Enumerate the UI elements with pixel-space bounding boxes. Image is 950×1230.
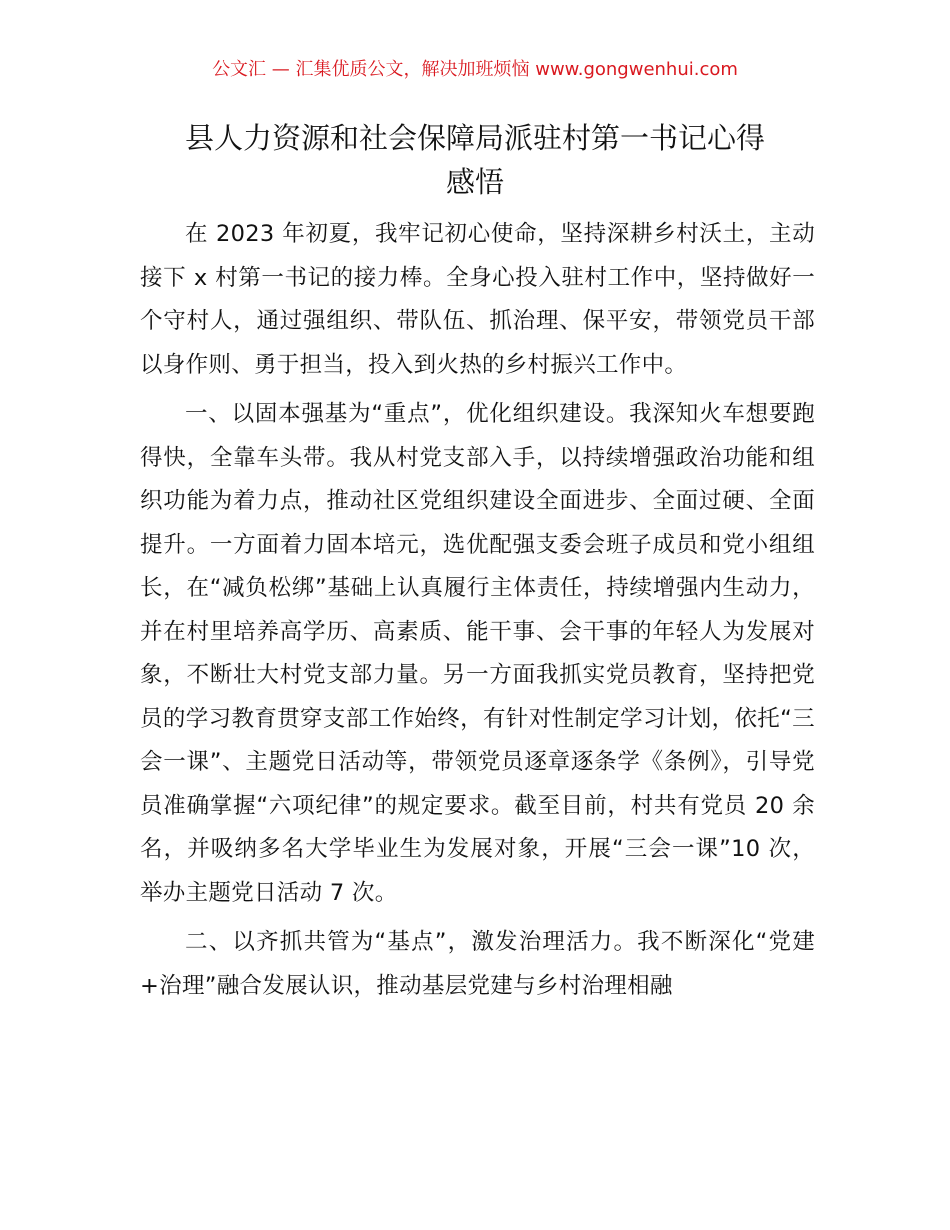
document-title bbox=[100, 116, 850, 204]
document-body bbox=[140, 213, 815, 1008]
paragraph-section-1: 一、以固本强基为“重点”，优化组织建设。我深知火车想要跑得快，全靠车头带。我从村党支部入手，以持续增强政治功能和组织功能为着力点，推动社区党组织建设全面进步、全面过硬、全面提升。一方面着力固本培元，选优配强支委会班子成员和党小组组长，在“减负松绑”基础上认真履行主体责任，持续增强内生动力，并在村里培养高学历、高素质、能干事、会干事的年轻人为发展对象，不断壮大村党支部力量。另一方面我抓实党员教育，坚持把党员的学习教育贯穿支部工作始终，有针对性制定学习计划，依托“三会一课”、主题党日活动等，带领党员逐章逐条学《条例》，引导党员准确掌握“六项纪律”的规定要求。截至目前，村共有党员 20 余名，并吸纳多名大学毕业生为发展对象，开展“三会一课”10 次，举办主题党日活动 7 次。 bbox=[140, 401, 815, 906]
title-line-1: 县人力资源和社会保障局派驻村第一书记心得 bbox=[184, 121, 765, 155]
paragraph-intro: 在 2023 年初夏，我牢记初心使命，坚持深耕乡村沃土，主动接下 x 村第一书记的接力棒。全身心投入驻村工作中，坚持做好一个守村人，通过强组织、带队伍、抓治理、保平安，带领党员干部以身作则、勇于担当，投入到火热的乡村振兴工作中。 bbox=[140, 221, 815, 378]
paragraph-section-2: 二、以齐抓共管为“基点”，激发治理活力。我不断深化“党建+治理”融合发展认识，推动基层党建与乡村治理相融 bbox=[140, 929, 815, 999]
title-line-2: 感悟 bbox=[445, 165, 504, 199]
header-banner: 公文汇 — 汇集优质公文，解决加班烦恼 www.gongwenhui.com bbox=[212, 59, 738, 80]
